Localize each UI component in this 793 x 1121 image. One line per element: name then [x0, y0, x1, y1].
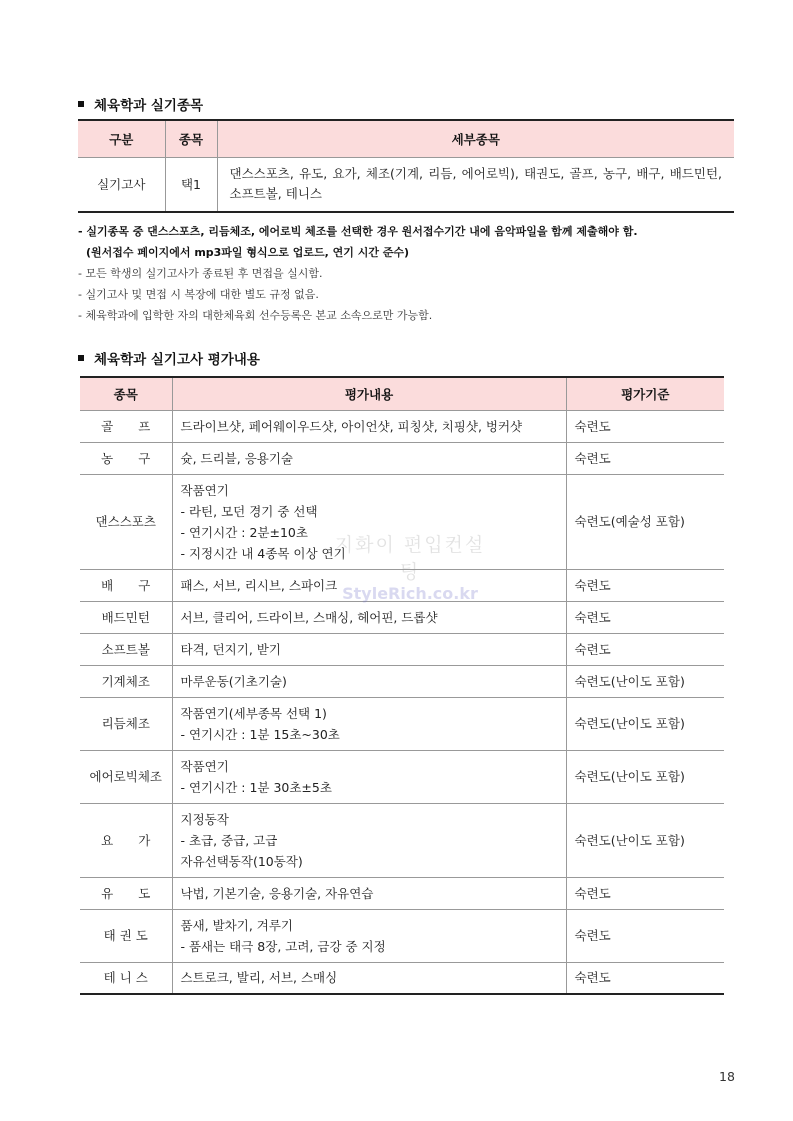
content-line: 작품연기 [180, 758, 229, 774]
cell-sport: 배 구 [80, 569, 172, 601]
section-title-text: 체육학과 실기고사 평가내용 [94, 352, 260, 368]
header-criteria: 평가기준 [566, 377, 724, 410]
cell-criteria: 숙련도 [566, 601, 724, 633]
section-title-evaluation [78, 348, 260, 368]
note-line: - 모든 학생의 실기고사가 종료된 후 면접을 실시함. [78, 267, 323, 280]
content-line: 드라이브샷, 페어웨이우드샷, 아이언샷, 피칭샷, 치핑샷, 벙커샷 [180, 418, 523, 434]
watermark-text: 지화이 편입컨설팅 [334, 534, 486, 583]
content-line: 서브, 클리어, 드라이브, 스매싱, 헤어핀, 드롭샷 [180, 609, 438, 625]
cell-content [172, 750, 566, 803]
header-sport: 종목 [80, 377, 172, 410]
table-row [78, 157, 734, 212]
cell-content [172, 569, 566, 601]
table-row [80, 962, 724, 994]
content-line: - 지정시간 내 4종목 이상 연기 [180, 545, 346, 561]
table-header-row [78, 120, 734, 157]
table-header-row [80, 377, 724, 410]
table-row [80, 909, 724, 962]
cell-sport: 기계체조 [80, 665, 172, 697]
cell-criteria: 숙련도 [566, 569, 724, 601]
content-line: 지정동작 [180, 811, 229, 827]
cell-content [172, 442, 566, 474]
content-line: 작품연기(세부종목 선택 1) [180, 705, 327, 721]
table-row [80, 474, 724, 569]
content-line: - 라틴, 모던 경기 중 선택 [180, 503, 318, 519]
evaluation-table [80, 376, 724, 995]
cell-criteria: 숙련도 [566, 877, 724, 909]
table-row [80, 877, 724, 909]
content-line: - 품새는 태극 8장, 고려, 금강 중 지정 [180, 938, 386, 954]
cell-content [172, 474, 566, 569]
cell-sport: 댄스스포츠 [80, 474, 172, 569]
note-line: (원서접수 페이지에서 mp3파일 형식으로 업로드, 연기 시간 준수) [86, 246, 410, 259]
table-row [80, 697, 724, 750]
cell-criteria: 숙련도(난이도 포함) [566, 665, 724, 697]
cell-content [172, 909, 566, 962]
cell-content [172, 633, 566, 665]
content-line: 낙법, 기본기술, 응용기술, 자유연습 [180, 885, 374, 901]
section-title-text: 체육학과 실기종목 [94, 98, 204, 114]
content-line: 마루운동(기초기술) [180, 673, 287, 689]
notes-block [78, 221, 738, 326]
content-line: - 연기시간 : 1분 30초±5초 [180, 779, 332, 795]
content-line: 품새, 발차기, 겨루기 [180, 917, 293, 933]
table-row [80, 569, 724, 601]
table-row [80, 410, 724, 442]
content-line: 스트로크, 발리, 서브, 스매싱 [180, 970, 338, 986]
table-row [80, 803, 724, 877]
cell-criteria: 숙련도 [566, 909, 724, 962]
cell-content [172, 601, 566, 633]
content-line: - 초급, 중급, 고급 [180, 832, 278, 848]
square-bullet-icon [78, 101, 84, 107]
square-bullet-icon [78, 355, 84, 361]
header-event: 종목 [165, 120, 217, 157]
cell-sport: 농 구 [80, 442, 172, 474]
cell-sport: 요 가 [80, 803, 172, 877]
cell-content [172, 665, 566, 697]
cell-sport: 골 프 [80, 410, 172, 442]
cell-sport: 에어로빅체조 [80, 750, 172, 803]
table-row [80, 442, 724, 474]
table-row [80, 750, 724, 803]
header-content: 평가내용 [172, 377, 566, 410]
cell-content [172, 877, 566, 909]
cell-choice: 택1 [165, 157, 217, 212]
cell-category: 실기고사 [78, 157, 165, 212]
note-line: - 실기종목 중 댄스스포츠, 리듬체조, 에어로빅 체조를 선택한 경우 원서접수기간 내에 음악파일을 함께 제출해야 함. [78, 225, 638, 238]
cell-criteria: 숙련도(난이도 포함) [566, 750, 724, 803]
cell-sport: 소프트볼 [80, 633, 172, 665]
content-line: 슛, 드리블, 응용기술 [180, 450, 293, 466]
header-detail: 세부종목 [217, 120, 734, 157]
cell-criteria: 숙련도(난이도 포함) [566, 803, 724, 877]
cell-sport: 테 니 스 [80, 962, 172, 994]
section-title-practical-events [78, 94, 203, 114]
content-line: 작품연기 [180, 482, 229, 498]
cell-detail: 댄스스포츠, 유도, 요가, 체조(기계, 리듬, 에어로빅), 태권도, 골프, 농구, 배구, 배드민턴, 소프트볼, 테니스 [217, 157, 734, 212]
note-line: - 체육학과에 입학한 자의 대한체육회 선수등록은 본교 소속으로만 가능함. [78, 309, 433, 322]
content-line: 자유선택동작(10동작) [180, 853, 303, 869]
cell-content [172, 410, 566, 442]
cell-criteria: 숙련도 [566, 442, 724, 474]
content-line: - 연기시간 : 1분 15초~30초 [180, 726, 340, 742]
cell-content [172, 803, 566, 877]
content-line: - 연기시간 : 2분±10초 [180, 524, 308, 540]
header-category: 구분 [78, 120, 165, 157]
cell-sport: 태 권 도 [80, 909, 172, 962]
page-number: 18 [719, 1069, 735, 1084]
cell-sport: 유 도 [80, 877, 172, 909]
cell-criteria: 숙련도 [566, 962, 724, 994]
table-row [80, 633, 724, 665]
cell-criteria: 숙련도 [566, 633, 724, 665]
cell-sport: 배드민턴 [80, 601, 172, 633]
cell-criteria: 숙련도(난이도 포함) [566, 697, 724, 750]
cell-criteria: 숙련도 [566, 410, 724, 442]
cell-criteria: 숙련도(예술성 포함) [566, 474, 724, 569]
note-line: - 실기고사 및 면접 시 복장에 대한 별도 규정 없음. [78, 288, 319, 301]
watermark-url: StyleRich.co.kr [342, 584, 478, 603]
cell-content [172, 697, 566, 750]
content-line: 타격, 던지기, 받기 [180, 641, 281, 657]
cell-content [172, 962, 566, 994]
table-row [80, 665, 724, 697]
content-line: 패스, 서브, 리시브, 스파이크 [180, 577, 338, 593]
table-row [80, 601, 724, 633]
cell-sport: 리듬체조 [80, 697, 172, 750]
practical-events-table [78, 119, 734, 213]
